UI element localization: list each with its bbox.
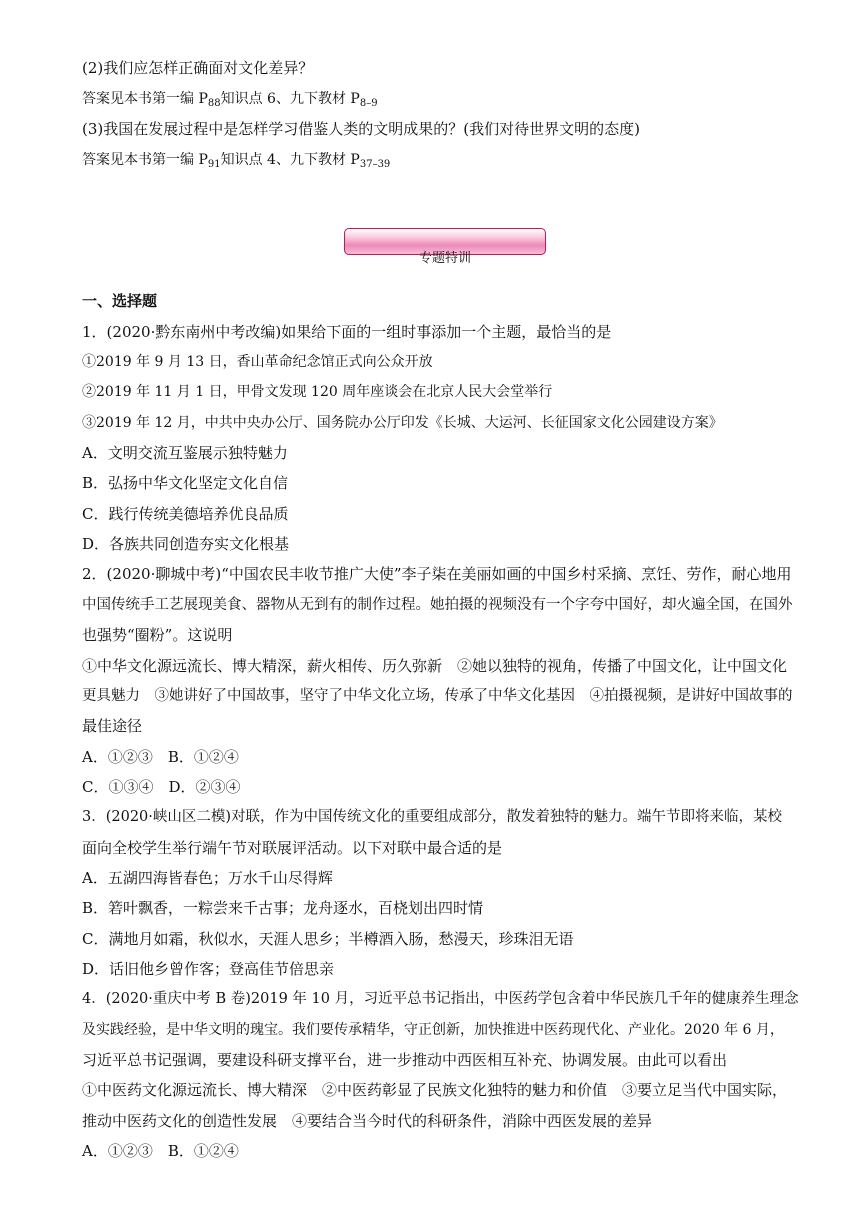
q4-stem-line-3: 习近平总书记强调，要建设科研支撑平台，进一步推动中西医相互补充、协调发展。由此可以看出 — [82, 1051, 728, 1069]
q1-option-b: B．弘扬中华文化坚定文化自信 — [82, 474, 289, 492]
q2-stem-line-2: 中国传统手工艺展现美食、器物从无到有的制作过程。她拍摄的视频没有一个字夸中国好，却火遍全国，在国外 — [82, 597, 793, 613]
q1-option-c: C．践行传统美德培养优良品质 — [82, 505, 289, 523]
prev-question-3: (3)我国在发展过程中是怎样学习借鉴人类的文明成果的？(我们对待世界文明的态度) — [82, 120, 640, 138]
q3-option-c: C．满地月如霜，秋似水，天涯人思乡；半樽酒入肠，愁漫天，珍珠泪无语 — [82, 930, 574, 948]
q3-stem-line-2: 面向全校学生举行端午节对联展评活动。以下对联中最合适的是 — [82, 839, 503, 857]
q4-statement-line-1: ①中医药文化源远流长、博大精深 ②中医药彰显了民族文化独特的魅力和价值 ③要立足当代中国实际， — [82, 1081, 788, 1099]
q2-stem-line-1: 2．(2020·聊城中考)“中国农民丰收节推广大使”李子柒在美丽如画的中国乡村采摘、烹饪、劳作，耐心地用 — [82, 565, 792, 583]
q1-event-3: ③2019 年 12 月，中共中央办公厅、国务院办公厅印发《长城、大运河、长征国家文化公园建设方案》 — [82, 415, 723, 431]
q1-option-a: A．文明交流互鉴展示独特魅力 — [82, 444, 288, 462]
prev-answer-3: 答案见本书第一编 $P_{91}$知识点 4、九下教材 $P_{37-39}$ — [82, 152, 391, 170]
q1-stem: 1．(2020·黔东南州中考改编)如果给下面的一组时事添加一个主题，最恰当的是 — [82, 323, 612, 341]
q2-stem-line-3: 也强势“圈粉”。这说明 — [82, 626, 233, 644]
prev-question-2: (2)我们应怎样正确面对文化差异？ — [82, 59, 314, 77]
q2-statement-line-2: 更具魅力 ③她讲好了中国故事，坚守了中华文化立场，传承了中华文化基因 ④拍摄视频，是讲好中国故事的 — [82, 688, 793, 704]
q2-options-cd: C．①③④ D．②③④ — [82, 778, 241, 796]
q1-event-1: ①2019 年 9 月 13 日，香山革命纪念馆正式向公众开放 — [82, 354, 433, 370]
q3-option-b: B．箬叶飘香，一粽尝来千古事；龙舟逐水，百桡划出四时情 — [82, 899, 484, 917]
q2-statement-line-1: ①中华文化源远流长、博大精深，薪火相传、历久弥新 ②她以独特的视角，传播了中国文化，让中国文化 — [82, 657, 788, 675]
section-title: 一、选择题 — [82, 292, 158, 310]
q1-event-2: ②2019 年 11 月 1 日，甲骨文发现 120 周年座谈会在北京人民大会堂举行 — [82, 384, 553, 400]
q3-stem-line-1: 3．(2020·峡山区二模)对联，作为中国传统文化的重要组成部分，散发着独特的魅力。端午节即将来临，某校 — [82, 809, 783, 825]
q4-statement-line-2: 推动中医药文化的创造性发展 ④要结合当今时代的科研条件，消除中西医发展的差异 — [82, 1112, 653, 1130]
section-banner-label: 专题特训 — [418, 251, 471, 266]
q4-stem-line-1: 4．(2020·重庆中考 B 卷)2019 年 10 月，习近平总书记指出，中医药学包含着中华民族几千年的健康养生理念 — [82, 991, 799, 1007]
q4-stem-line-2: 及实践经验，是中华文明的瑰宝。我们要传承精华，守正创新，加快推进中医药现代化、产业化。2020 年 6 月， — [82, 1022, 784, 1038]
q4-options-ab: A．①②③ B．①②④ — [82, 1142, 239, 1160]
q3-option-a: A．五湖四海皆春色；万水千山尽得辉 — [82, 869, 333, 887]
q2-statement-line-3: 最佳途径 — [82, 717, 143, 735]
q1-option-d: D．各族共同创造夯实文化根基 — [82, 535, 290, 553]
prev-answer-2: 答案见本书第一编 $P_{88}$知识点 6、九下教材 $P_{8-9}$ — [82, 91, 378, 109]
q3-option-d: D．话旧他乡曾作客；登高佳节倍思亲 — [82, 960, 335, 978]
q2-options-ab: A．①②③ B．①②④ — [82, 748, 239, 766]
